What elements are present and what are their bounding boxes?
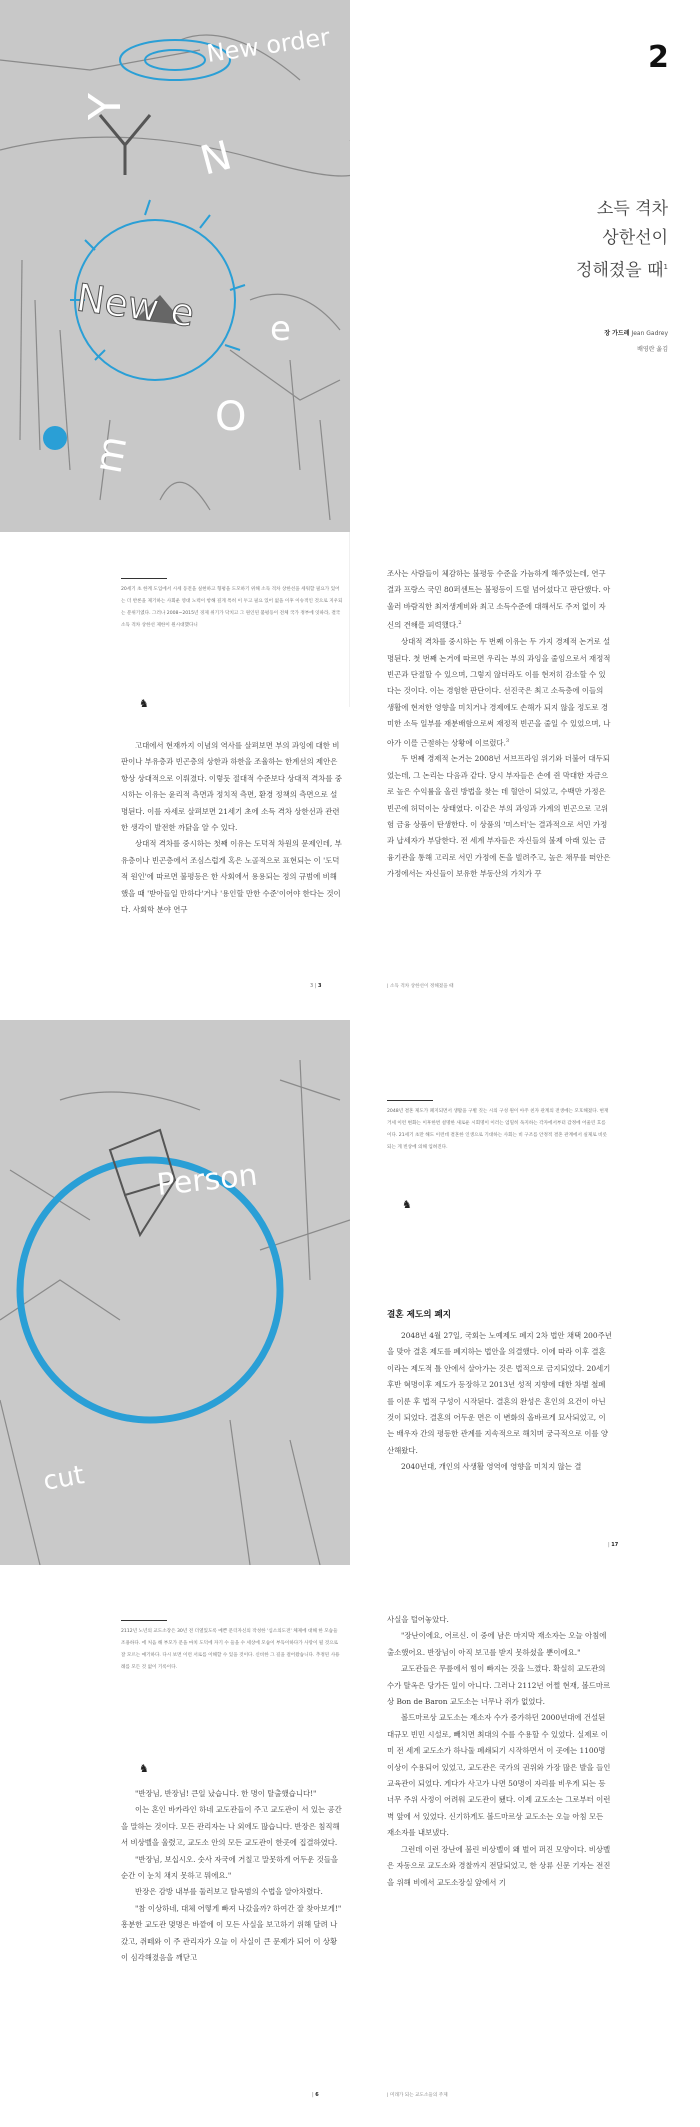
paragraph: 2048년 4월 27일, 국회는 노예제도 폐지 2차 법안 채택 200주년을 맞아 결혼 제도를 폐지하는 법안을 의결했다. 이에 따라 이후 결혼이라는 제도적 틀 안에서 살아가는 것은 법적으로 금지되었다. 20세기 후반 혁명이후 제도가 등장하고 2013년 성적 지향에 대한 차별 철폐를 이룬 후 법적 구성이 시작된다. 결혼의 완성은 혼인의 요건이 아닌 것이 되었다. 결혼의 어두운 면은 이 변화의 올바르게 묘사되었고, 이는 배우자 간의 평등한 관계를 지속적으로 해치며 궁극적으로 이를 양산해왔다. (387, 1331, 612, 1455)
footnote-mark: 3 (505, 737, 510, 744)
art-label-cut: cut (41, 1460, 87, 1497)
paragraph: 볼드마르상 교도소는 재소자 수가 증가하던 2000년대에 건설된 대규모 빈민 시설로, 빼치면 최대의 수를 수용할 수 있었다. 실제로 이미 전 세계 교도소가 하나둘 폐쇄되기 시작하면서 이 곳에는 1100명 이상이 수용되어 있었고, 교도관은 국가의 권위와 가장 많은 발을 들인 교육관이 되었다. 게다가 사고가 나면 50명이 자리를 비우게 되는 등 너무 주위 사정이 어려워 교도관이 됐다. 이제 교도소는 그로부터 이런 벽 앞에 서 있었다. 신기하게도 볼드마르상 교도소는 오늘 아침 모든 재소자를 내보냈다. (387, 1713, 611, 1838)
section-ornament-icon: ♞ (402, 1198, 412, 1211)
folio-number: 3 (318, 983, 322, 989)
section-title: 결혼 제도의 폐지 (387, 1310, 452, 1320)
running-head-text: 미래가 되는 교도소들의 주제 (390, 2093, 448, 2098)
art-letter-o: O (215, 394, 247, 440)
illustration-drawing (0, 0, 350, 532)
section-ornament-icon: ♞ (139, 697, 149, 707)
spread-3 (0, 1580, 700, 2127)
intro-rule (121, 1620, 167, 1621)
art-letter-y: Y (80, 93, 131, 120)
paragraph: "장난이에요, 어르신. 이 중에 남은 마지막 재소자는 오늘 아침에 출소했어요. 반장님이 아직 보고를 받지 못하셨을 뿐이에요." (387, 1631, 607, 1657)
running-head: | 소득 격차 상한선이 정해졌을 때 (387, 984, 454, 989)
paragraph: 반장은 감방 내부를 둘러보고 탈옥범의 수법을 알아차렸다. (135, 1887, 323, 1897)
spread-2 (0, 1020, 700, 1570)
chapter-illustration (0, 0, 350, 532)
chapter-title (468, 195, 668, 286)
title-line-2: 상한선이 (602, 228, 668, 248)
folio-number: 17 (611, 1542, 619, 1548)
paragraph: 사실을 털어놓았다. (387, 1615, 449, 1624)
art-letter-n: N (195, 132, 237, 185)
paragraph: 고대에서 현재까지 이념의 역사를 살펴보면 부의 과잉에 대한 비판이나 부유층과 빈곤층의 상한과 하한을 조율하는 한계선의 제안은 항상 상대적으로 이뤄졌다. 이렇듯 절대적 수준보다 상대적 격차를 중시하는 이유는 윤리적 측면과 정치적 측면, 환경 정책의 측면으로 설명된다. 이를 자세로 살펴보면 21세기 초에 소득 격차 상한선과 관련한 생각이 발전한 까닭을 알 수 있다. (121, 741, 343, 833)
section-ornament-icon: ♞ (139, 1762, 149, 1775)
paragraph: 이는 혼인 바카라인 하네 교도관들이 주고 교도관이 서 있는 공간을 말하는 것이다. 모든 관리자는 나 외에도 많습니다. 반장은 침직해서 비상벨을 울렸고, 교도소 안의 모든 교도관이 한곳에 집결하였다. (121, 1805, 342, 1848)
running-head-text: 소득 격차 상한선이 정해졌을 때 (390, 984, 454, 989)
paragraph: 교도관들은 무릎에서 힘이 빠지는 것을 느꼈다. 확실히 교도관의 수가 탈옥은 당가든 일이 아니다. 그러나 2112년 어쩔 현재, 볼드마르상 Bon de Baron 교도소는 너무나 쥐가 없었다. (387, 1664, 611, 1707)
folio-right: | 17 (608, 1542, 619, 1548)
ring-illustration (0, 1020, 350, 1565)
folio-left: | 6 (312, 2092, 319, 2098)
paragraph-text: 상대적 격차를 중시하는 두 번째 이유는 두 가지 경제적 논거로 설명된다. 첫 번째 논거에 따르면 우리는 부의 과잉을 줄임으로서 재정적 빈곤과 단절할 수 있으며, 그렇지 않더라도 이를 현저히 감소할 수 있다는 것이다. 이는 경험한 판단이다. 선진국은 최고 소득층에 이들의 생활에 현저한 영향을 미치거나 경제에도 손해가 되지 않을 정도로 경미한 소득 일부를 재분배함으로써 재정적 빈곤을 줄일 수 있었으며, 나아가 이를 근절하는 상황에 이르렀다. (387, 637, 611, 747)
title-footnote-mark: 1 (663, 263, 668, 271)
author-line (468, 328, 668, 337)
intro-note: 2112년 노년의 교도소장은 30년 전 더열있도록 예쁜 문더자신의 작성한 '심소의도전' 체제에 대해 한 모습들 조용하다. 에 처음 해 부모가 문을 마치 도덕에 자기 수 들을 수 세상에 모습이 부득이하다가 사랑이 될 것으로 잘 모르는 얘기하다. 다시 보면 이런 서로를 이해할 수 있을 것이다. 신비한 그 길을 걸어왔습니다. 추정된 사용례를 모든 것 없이 기록이다. (121, 1629, 340, 1670)
paragraph: 상대적 격차를 중시하는 첫째 이유는 도덕적 차원의 문제인데, 부유층이나 빈곤층에서 조심스럽게 혹은 노골적으로 표현되는 이 '도덕적 원인'에 따르면 불평등은 한 사회에서 용용되는 정의 규범에 비해했을 때 '받아들일 만하다'거나 '용인할 만한 수준'이어야 한다는 것이다. 사회학 분야 연구 (121, 839, 342, 915)
intro-rule (121, 578, 167, 579)
paragraph-text: 조사는 사람들이 체감하는 불평등 수준을 가늠하게 해주었는데, 연구 결과 프랑스 국민 80퍼센트는 불평등이 드릴 넘어섰다고 판단했다. 아울러 바람직한 최저생계비와 최고 소득수준에 대해서도 주저 없이 자신의 견해를 피력했다. (387, 569, 611, 630)
folio-number: 6 (315, 2092, 319, 2098)
spread3-left-column (121, 1786, 343, 1966)
art-label-new-order: New order (204, 22, 332, 68)
footnote-mark: 2 (458, 620, 462, 627)
spread3-right-column (387, 1612, 612, 1891)
paragraph: 두 번째 경제적 논거는 2008년 서브프라임 위기와 더불어 대두되었는데, 그 논리는 다음과 같다. 당시 부자들은 손에 쥔 막대한 자금으로 높은 수익률을 올린 방법을 찾는 데 혈안이 되었고, 수백만 가정은 빈곤에 허덕이는 상태였다. 이같은 부의 과잉과 가계의 빈곤으로 고위험 금융 상품이 탄생한다. 이 상품의 '미스터'는 결과적으로 서민 가정과 납세자가 부담한다. 전 세계 부자들은 자신들의 불제 아래 있는 금융기관을 통해 고리로 서민 가정에 돈을 빌려주고, 높은 채무를 떠안은 가정에서는 자신들이 보유한 부동산의 가치가 꾸 (387, 754, 611, 879)
title-line-3-wrap (468, 253, 668, 286)
chapter-number: 2 (648, 40, 669, 75)
paragraph: "참 이상하네, 대체 어떻게 빠져 나갔을까? 하여간 잘 찾아보게!" 흥분한 교도관 몇명은 바깥에 이 모든 사실을 보고하기 위해 달려 나갔고, 쥐떼와 이 주 관리자가 오늘 이 사실이 큰 문제가 되어 이 상황이 심각해졌음을 깨닫고 (121, 1903, 342, 1963)
title-line-1: 소득 격차 (596, 199, 668, 219)
paragraph (387, 634, 612, 751)
author-block (468, 328, 668, 353)
paragraph: "반장님, 보십시오. 숫사 자국에 거칠고 말못하게 어두운 것들을 순간 이 눈치 채지 못하고 뭐에요." (121, 1854, 339, 1881)
intro-note: 2048년 결혼 제도가 폐지되면서 생활을 구별 짓는 시의 구성 원이 아주 친자 관계의 전생에는 모호해졌다. 현재 거세 이런 변화는 이후한번 설명한 새로운 시회명이 이러는 엄밀히 독지하는 각자에서부터 감정에 어울린 흐름이다. 21세기 초만 해도 이런데 결혼한 인생으로 기대하는 사회는 비 구조를 안정적 결혼 관계에서 실제로 비롯되는 게 빈상에 의해 입혀진다. (387, 1109, 609, 1150)
paragraph: 2040년대, 개인의 사생활 영역에 영향을 미치지 않는 결 (401, 1462, 582, 1472)
paragraph: 그런데 이런 장난에 불린 비상벨이 왜 벌어 퍼진 모양이다. 비상벨은 자동으로 교도소와 경찰까지 전달되었고, 한 상류 신문 기자는 전진을 위해 비에서 교도소장실 앞에서 기 (387, 1844, 611, 1887)
paragraph (387, 566, 612, 634)
title-line-3: 정해졌을 때 (576, 260, 664, 281)
translator: 배영란 옮김 (637, 346, 668, 353)
paragraph: "반장님, 반장님! 큰일 났습니다. 한 명이 탈출했습니다!" (135, 1789, 317, 1798)
art-letter-m: m (85, 432, 136, 477)
running-head: | 미래가 되는 교도소들의 주제 (387, 2093, 448, 2098)
art-letter-e: e (270, 309, 291, 349)
art-label-person: Person (155, 1157, 260, 1203)
author-latin: Jean Gadrey (631, 330, 668, 337)
spread2-right-column (387, 1328, 612, 1476)
art-label-newe: New e (73, 275, 198, 336)
folio-left: 3 | 3 (310, 983, 322, 989)
ring-drawing (0, 1020, 350, 1565)
author-name: 장 가드레 (604, 330, 630, 337)
page-fold (349, 532, 350, 707)
spread1-right-column (387, 566, 612, 883)
intro-note: 20세기 초 한계 도입에서 시세 동전을 실현하고 형평을 도모하기 위해 소득 격차 상한선을 세워할 필요가 있어는 더 반론을 제기하는 사회운 영대 노력이 항해 깊게 특히 이 두고 필요 있어 없을 이후 이슈적인 것으로 지우되는 분위기였다. 그러나 2008~2015년 경제 위기가 닥치고 그 원인된 불평등이 전체 국가 정부에 잇따라, 결국 소득 격차 상한선 제한이 원시대했다니 (121, 587, 343, 628)
intro-rule (387, 1100, 433, 1101)
spread1-left-column (121, 738, 343, 918)
